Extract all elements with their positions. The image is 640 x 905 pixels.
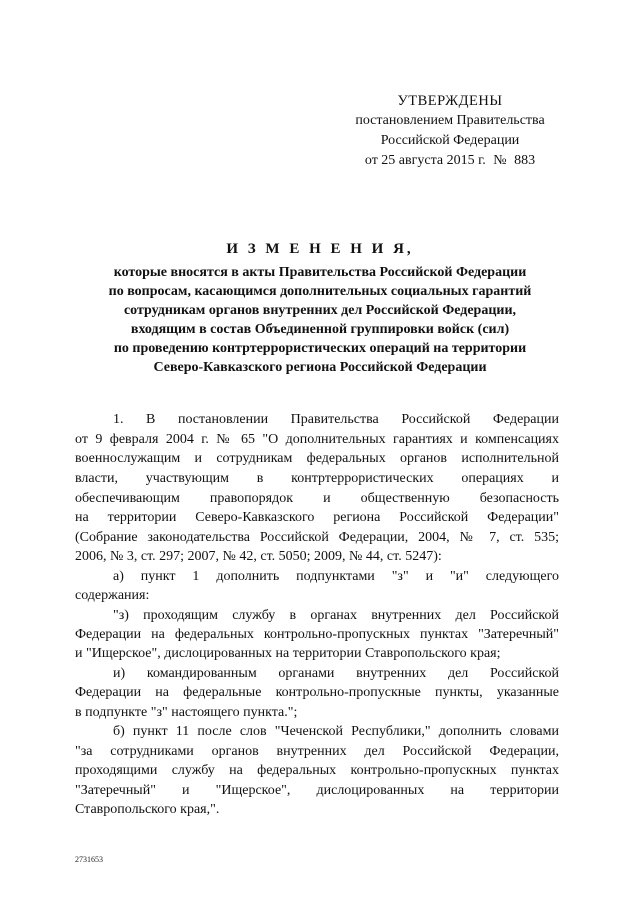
body-line: 2006, № 3, ст. 297; 2007, № 42, ст. 5050; 2009, № 44, ст. 5247): (75, 549, 442, 564)
body-line: б) пункт 11 после слов "Чеченской Республики," дополнить словами (113, 724, 559, 739)
body-line: "за сотрудниками органов внутренних дел Российской Федерации, (75, 744, 559, 759)
subtitle-line: входящим в состав Объединенной группировки войск (сил) (130, 322, 510, 337)
body-line: и) командированным органами внутренних дел Российской (113, 666, 559, 681)
approval-number: 883 (514, 153, 536, 168)
body-line: Федерации на федеральных контрольно-пропускных пунктах "Затеречный" (75, 627, 559, 642)
body-line: Федерации на федеральные контрольно-пропускные пункты, указанные (75, 685, 559, 700)
body-line: "Затеречный" и "Ищерское", дислоцированных на территории (75, 783, 559, 798)
subtitle-line: по вопросам, касающимся дополнительных социальных гарантий (108, 284, 532, 299)
body-line: на территории Северо-Кавказского региона Российской Федерации" (75, 510, 559, 525)
body-line: обеспечивающим правопорядок и общественную безопасность (75, 491, 559, 506)
body-line: содержания: (75, 588, 150, 603)
subtitle-line: по проведению контртеррористических операций на территории (113, 341, 527, 356)
body-line: а) пункт 1 дополнить подпунктами "з" и "и" следующего (113, 569, 559, 584)
body-line: (Собрание законодательства Российской Федерации, 2004, № 7, ст. 535; (75, 530, 559, 545)
approval-date-line (330, 151, 570, 171)
approval-title: УТВЕРЖДЕНЫ (397, 93, 503, 109)
body-line: власти, участвующим в контртеррористических операциях и (75, 471, 559, 486)
document-code: 2731653 (75, 855, 103, 864)
approval-date: от 25 августа 2015 г. (364, 153, 486, 168)
body-line: проходящими службу на федеральных контрольно-пропускных пунктах (75, 763, 559, 778)
subtitle-line: которые вносятся в акты Правительства Российской Федерации (113, 265, 527, 280)
approval-line-1: постановлением Правительства (355, 113, 545, 128)
body-line: военнослужащим и сотрудникам федеральных органов исполнительной (75, 451, 559, 466)
body-line: 1. В постановлении Правительства Российской Федерации (113, 412, 559, 427)
approval-line-2: Российской Федерации (380, 133, 520, 148)
subtitle-line: сотрудникам органов внутренних дел Российской Федерации, (123, 303, 517, 318)
document-title: И З М Е Н Е Н И Я, (226, 241, 414, 257)
body-line: Ставропольского края,". (75, 802, 220, 817)
subtitle-line: Северо-Кавказского региона Российской Федерации (153, 360, 487, 375)
body-line: "з) проходящим службу в органах внутренних дел Российской (113, 608, 559, 623)
body-line: и "Ищерское", дислоцированных на территории Ставропольского края; (75, 646, 501, 661)
approval-stamp (330, 91, 570, 171)
approval-number-sign: № (493, 153, 507, 168)
body-line: от 9 февраля 2004 г. № 65 "О дополнительных гарантиях и компенсациях (75, 432, 559, 447)
body-line: в подпункте "з" настоящего пункта."; (75, 705, 298, 720)
